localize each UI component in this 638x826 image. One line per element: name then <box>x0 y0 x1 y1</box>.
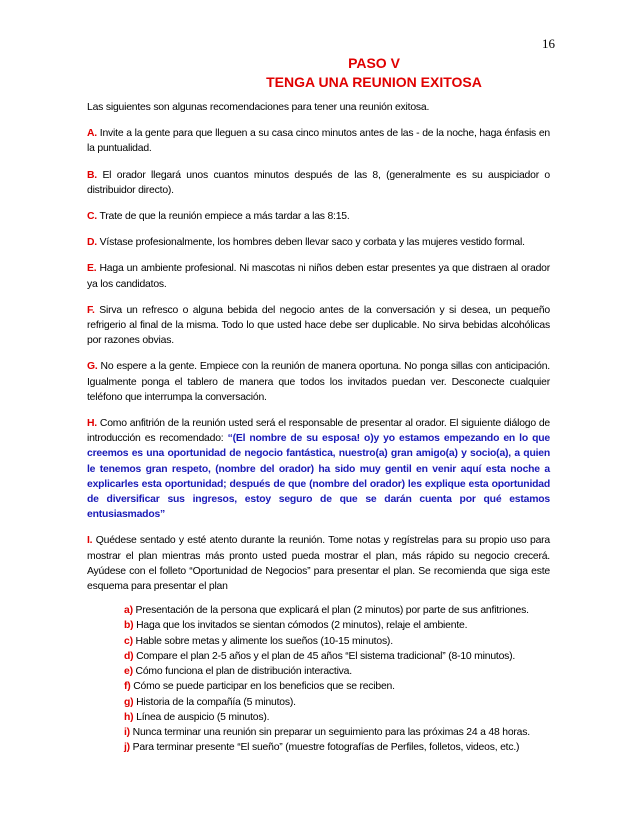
list-item <box>124 634 550 649</box>
intro-paragraph: Las siguientes son algunas recomendaciones para tener una reunión exitosa. <box>87 102 430 113</box>
list-marker: d) <box>124 650 134 662</box>
list-marker: a) <box>124 605 133 617</box>
list-marker: g) <box>124 696 134 708</box>
page-subtitle: TENGA UNA REUNION EXITOSA <box>266 74 482 90</box>
paragraph-marker: E. <box>87 263 97 275</box>
list-marker: b) <box>124 620 134 632</box>
paragraph-c <box>87 209 550 224</box>
paragraph-marker: F. <box>87 304 95 316</box>
paragraph-marker: H. <box>87 418 97 430</box>
introduction-quote: “(El nombre de su esposa! o)y yo estamos empezando en lo que creemos es una oportunidad de negocio fantástica, nuestro(a) gran amigo(a) y socio(a), a quien le tenemos gran respeto, (nombre del orador) ha sido muy gentil en venir aquí esta noche a explicarles esta oportunidad; después de que (nombre del orador) les explique esta oportunidad de diversificar sus ingresos, estoy seguro de que se darán cuenta por qué estamos entusiasmados” <box>87 433 550 521</box>
list-text: Línea de auspicio (5 minutos). <box>133 711 270 723</box>
list-marker: e) <box>124 666 133 678</box>
list-marker: i) <box>124 726 130 738</box>
list-item <box>124 618 550 633</box>
list-marker: h) <box>124 711 134 723</box>
paragraph-b <box>87 168 550 198</box>
list-item <box>124 695 550 710</box>
list-text: Cómo se puede participar en los beneficios que se reciben. <box>130 681 395 693</box>
document-body <box>87 100 550 755</box>
paragraph-marker: C. <box>87 211 97 223</box>
list-marker: j) <box>124 742 130 754</box>
list-marker: f) <box>124 681 131 693</box>
list-text: Para terminar presente “El sueño” (muestre fotografías de Perfiles, folletos, videos, etc.) <box>129 742 520 754</box>
list-text: Haga que los invitados se sientan cómodos (2 minutos), relaje el ambiente. <box>133 620 468 632</box>
paragraph-i <box>87 533 550 594</box>
list-item <box>124 679 550 694</box>
list-text: Compare el plan 2-5 años y el plan de 45 años “El sistema tradicional” (8-10 minutos). <box>133 650 516 662</box>
paragraph-a <box>87 126 550 156</box>
list-text: Cómo funciona el plan de distribución interactiva. <box>132 666 352 678</box>
page-number: 16 <box>542 36 555 51</box>
paragraph-e <box>87 261 550 291</box>
list-text: Hable sobre metas y alimente los sueños (10-15 minutos). <box>132 635 393 647</box>
list-item <box>124 740 550 755</box>
paragraph-marker: B. <box>87 169 97 181</box>
title-block <box>0 54 638 92</box>
paragraph-text: Trate de que la reunión empiece a más tardar a las 8:15. <box>97 211 350 223</box>
paragraph-text: No espere a la gente. Empiece con la reunión de manera oportuna. No ponga sillas con anticipación. Igualmente ponga el tablero de manera que todos los invitados puedan ver. Desconecte cualquier teléfono que interrumpa la conversación. <box>87 361 550 403</box>
paragraph-marker: I. <box>87 535 93 547</box>
paragraph-text: Invite a la gente para que lleguen a su casa cinco minutos antes de las - de la noche, haga énfasis en la puntualidad. <box>87 128 550 155</box>
paragraph-f <box>87 303 550 349</box>
paragraph-text: Vístase profesionalmente, los hombres deben llevar saco y corbata y las mujeres vestido formal. <box>97 237 525 249</box>
list-item <box>124 710 550 725</box>
paragraph-marker: G. <box>87 361 98 373</box>
presentation-outline <box>124 603 550 755</box>
paragraph-marker: D. <box>87 237 97 249</box>
list-item <box>124 725 550 740</box>
list-text: Nunca terminar una reunión sin preparar un seguimiento para las próximas 24 a 48 horas. <box>129 726 530 738</box>
page-title: PASO V <box>348 55 400 71</box>
list-item <box>124 664 550 679</box>
paragraph-g <box>87 359 550 405</box>
list-marker: c) <box>124 635 133 647</box>
paragraph-d <box>87 235 550 250</box>
paragraph-text: Haga un ambiente profesional. Ni mascotas ni niños deben estar presentes ya que distraen al orador ya los candidatos. <box>87 263 550 290</box>
list-item <box>124 649 550 664</box>
paragraph-marker: A. <box>87 128 97 140</box>
list-text: Historia de la compañía (5 minutos). <box>133 696 296 708</box>
paragraph-text: El orador llegará unos cuantos minutos después de las 8, (generalmente es su auspiciador o distribuidor directo). <box>87 169 550 196</box>
paragraph-text: Sirva un refresco o alguna bebida del negocio antes de la conversación y si desea, un pequeño refrigerio al final de la misma. Todo lo que usted hace debe ser duplicable. No sirva bebidas alcohólicas por razones obvias. <box>87 304 550 347</box>
paragraph-text: Como anfitrión de la reunión usted será el responsable de presentar al orador. El siguiente diálogo de introducción es recomendado: <box>87 418 550 445</box>
paragraph-text: Quédese sentado y esté atento durante la reunión. Tome notas y regístrelas para su propio uso para mostrar el plan mientras más pronto usted pueda mostrar el plan, más rápido su negocio crecerá. Ayúdese con el folleto “Oportunidad de Negocios” para presentar el plan. Se recomienda que siga este esquema para presentar el plan <box>87 535 550 593</box>
list-text: Presentación de la persona que explicará el plan (2 minutos) por parte de sus anfitriones. <box>132 605 529 617</box>
list-item <box>124 603 550 618</box>
paragraph-h <box>87 416 550 522</box>
